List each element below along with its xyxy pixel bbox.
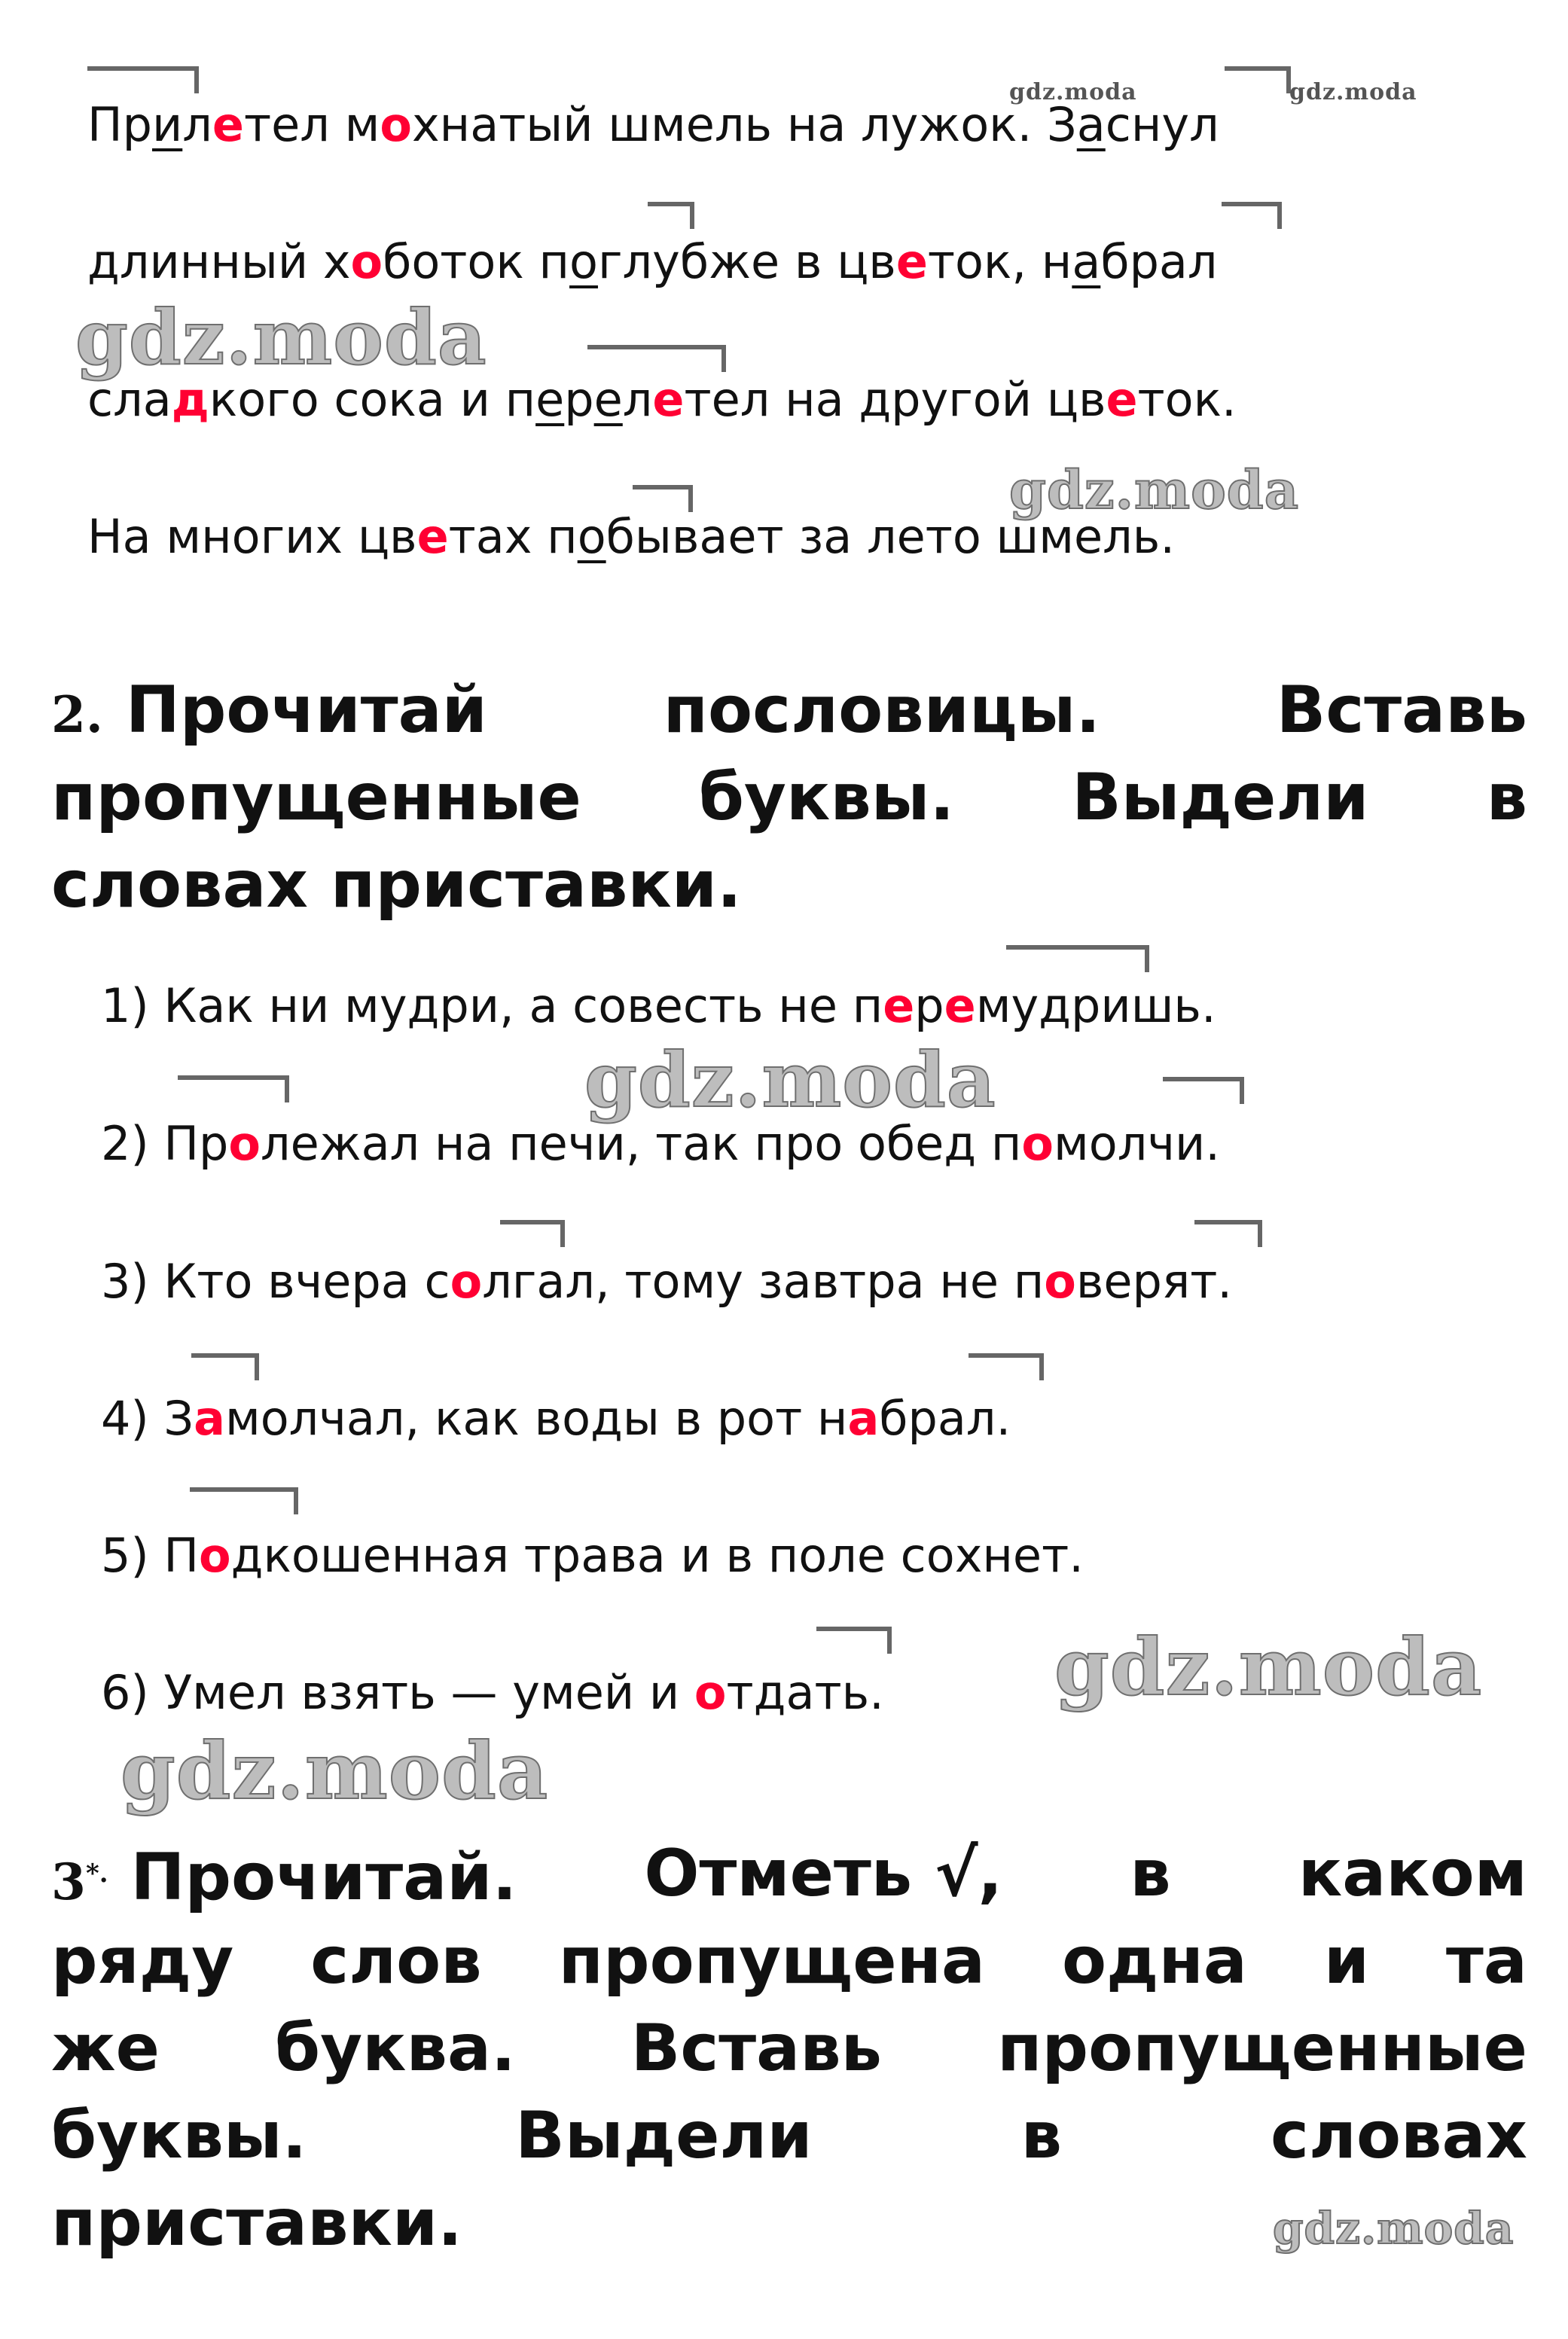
task-3-row: приставки. (51, 2185, 462, 2261)
inserted-letter: д (171, 372, 209, 427)
prefix-mark (1222, 202, 1282, 229)
prefix-mark (648, 202, 694, 229)
prefix-mark (969, 1353, 1044, 1380)
watermark: gdz.moda (1009, 459, 1300, 521)
inserted-letter: о (350, 234, 383, 289)
prefix-mark (1006, 945, 1149, 972)
prefix-mark (178, 1075, 289, 1102)
watermark: gdz.moda (1009, 79, 1137, 105)
task-3-row: 3*. Прочитай. Отметь √, в каком (51, 1836, 1527, 1915)
prefix-mark (633, 485, 693, 512)
watermark: gdz.moda (1054, 1621, 1483, 1713)
inserted-letter: о (380, 97, 412, 152)
proverb-4: 4) Замолчал, как воды в рот набрал. (101, 1391, 1011, 1446)
watermark: gdz.moda (1289, 79, 1417, 105)
task-3-row: же буква. Вставь пропущенные (51, 2011, 1527, 2086)
proverb-1: 1) Как ни мудри, а совесть не перемудришь. (101, 978, 1216, 1033)
inserted-letter: о (1044, 1254, 1076, 1309)
prefix-mark (191, 1353, 259, 1380)
prefix-mark (1194, 1220, 1262, 1247)
proverb-6: 6) Умел взять — умей и отдать. (101, 1665, 884, 1720)
watermark: gdz.moda (584, 1035, 996, 1124)
proverb-2: 2) Пролежал на печи, так про обед помолчи. (101, 1116, 1220, 1171)
inserted-letter: а (194, 1391, 225, 1446)
inserted-letter: о (450, 1254, 483, 1309)
prefix-mark (500, 1220, 565, 1247)
poem-line-1: Прилетел мохнатый шмель на лужок. Заснул (87, 97, 1219, 152)
task-3-row: ряду слов пропущена одна и та (51, 1923, 1527, 1999)
task-2-row: словах приставки. (51, 847, 742, 922)
inserted-letter: е (212, 97, 244, 152)
inserted-letter: е (1106, 372, 1138, 427)
task-2-row: пропущенные буквы. Выдели в (51, 760, 1527, 835)
poem-line-4: На многих цветах побывает за лето шмель. (87, 509, 1176, 564)
poem-line-3: сладкого сока и перелетел на другой цветок. (87, 372, 1237, 427)
task-2-heading (51, 666, 1527, 929)
watermark: gdz.moda (1273, 2203, 1515, 2254)
task-3-heading (51, 1830, 1527, 2267)
task-number: 3*. (51, 1853, 108, 1911)
prefix-mark (1225, 66, 1291, 93)
inserted-letter: е (895, 234, 928, 289)
proverb-5: 5) Подкошенная трава и в поле сохнет. (101, 1528, 1084, 1583)
inserted-letter: е (944, 978, 976, 1033)
prefix-mark (587, 345, 726, 372)
inserted-letter: о (228, 1116, 261, 1171)
task-number: 2. (51, 685, 103, 744)
task-2-row: 2. Прочитай пословицы. Вставь (51, 672, 1527, 748)
task-3-row: буквы. Выдели в словах (51, 2098, 1527, 2173)
prefix-mark (190, 1487, 298, 1514)
prefix-mark (87, 66, 199, 93)
prefix-mark (1163, 1077, 1244, 1104)
prefix-mark (816, 1627, 892, 1654)
inserted-letter: е (883, 978, 915, 1033)
inserted-letter: о (694, 1665, 727, 1720)
poem-line-2: длинный хоботок поглубже в цветок, набрал (87, 234, 1218, 289)
watermark: gdz.moda (75, 293, 487, 382)
inserted-letter: о (1021, 1116, 1054, 1171)
proverb-3: 3) Кто вчера солгал, тому завтра не поверят. (101, 1254, 1233, 1309)
inserted-letter: а (847, 1391, 880, 1446)
inserted-letter: е (416, 509, 449, 564)
inserted-letter: о (198, 1528, 231, 1583)
inserted-letter: е (652, 372, 685, 427)
watermark: gdz.moda (120, 1725, 549, 1817)
